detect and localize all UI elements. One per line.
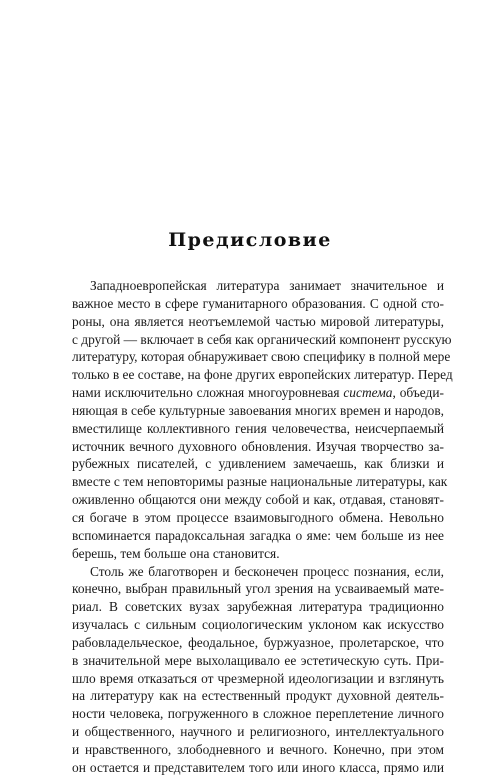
text-line: риал. В советских вузах зарубежная литература традиционно [72,599,444,615]
italic-term: система [343,385,393,401]
text-line: только в ее составе, на фоне других европейских литератур. Перед [72,367,453,383]
text-line: ся богаче в этом процессе взаимовыгодного обмена. Невольно [72,509,444,525]
text-line: вспоминается парадоксальная загадка о яме: чем больше из нее [72,527,444,543]
chapter-heading: Предисловие [168,229,332,251]
text-line: берешь, тем больше она становится. [72,545,280,561]
text-line: с другой — включает в себя как органический компонент русскую [72,331,452,347]
text-line: оживленно общаются они между собой и как, отдавая, становят- [72,492,444,508]
text-segment: нами исключительно сложная многоуровневая [72,385,344,401]
text-line: шло время отказаться от чрезмерной идеологизации и взглянуть [72,670,444,686]
text-line: и общественного, научного и религиозного, интеллектуального [72,724,444,740]
text-line: ности человека, погруженного в сложное переплетение личного [72,706,444,722]
text-line: и нравственного, злободневного и вечного. Конечно, при этом [72,741,444,757]
text-line: изучалась с сильным социологическим уклоном как искусство [72,617,444,633]
text-line: роны, она является неотъемлемой частью мировой литературы, [72,313,444,329]
text-segment: , объеди- [392,385,444,401]
text-line: литературу, которая обнаруживает свою специфику в полной мере [72,349,451,365]
text-line: няющая в себе культурные завоевания многих времен и народов, [72,402,444,418]
text-line: вместе с тем неповторимы разные национальные литературы, как [72,474,448,490]
text-line: Западноевропейская литература занимает значительное и [90,278,444,293]
text-line-with-italic [72,384,444,402]
text-line: источник вечного духовного обновления. Изучая творчество за- [72,438,444,454]
text-line: на литературу как на естественный продукт духовной деятель- [72,688,444,704]
text-line: он остается и представителем того или иного класса, прямо или [72,759,444,775]
text-line: в значительной мере выхолащивало ее эстетическую суть. При- [72,652,444,668]
text-line: Столь же благотворен и бесконечен процесс познания, если, [90,563,444,579]
text-line: конечно, выбран правильный угол зрения на усваиваемый мате- [72,581,444,597]
body-text [72,277,453,777]
text-line: рубежных писателей, с удивлением замечаешь, как близки и [72,456,444,472]
text-line: рабовладельческое, феодальное, буржуазное, пролетарское, что [72,634,444,650]
text-line: вместилище коллективного гения человечества, неисчерпаемый [72,420,444,436]
text-line: важное место в сфере гуманитарного образования. С одной сто- [72,295,444,311]
